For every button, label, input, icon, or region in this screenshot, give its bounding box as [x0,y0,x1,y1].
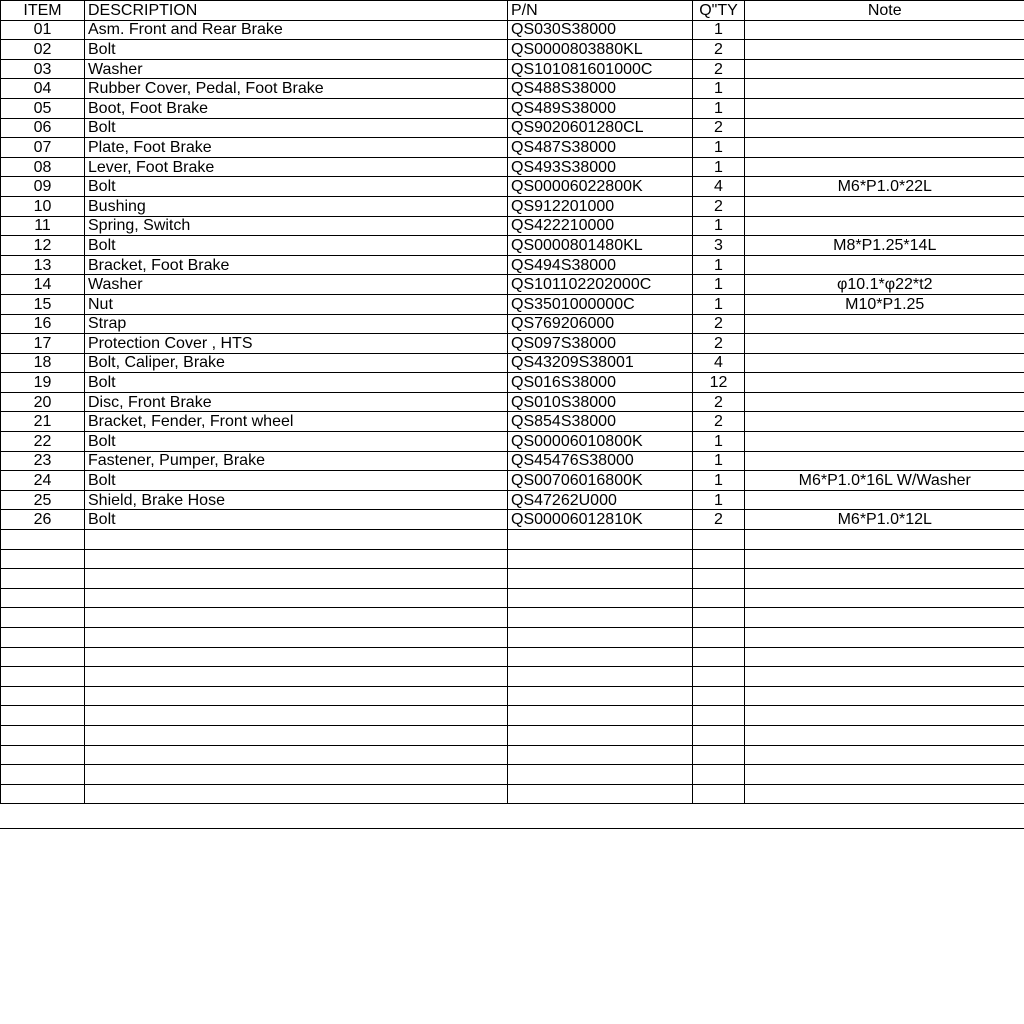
table-row [1,40,1024,60]
item-cell: 22 [1,432,85,452]
description-cell: Bolt [85,510,508,530]
note-cell [745,196,1024,216]
table-row [1,294,1024,314]
column-header-description: DESCRIPTION [85,1,508,21]
column-header-note: Note [745,1,1024,21]
empty-cell [508,569,693,589]
note-cell: M10*P1.25 [745,294,1024,314]
description-cell: Boot, Foot Brake [85,98,508,118]
table-row [1,98,1024,118]
empty-cell [1,647,85,667]
empty-cell [85,686,508,706]
quantity-cell: 1 [693,79,745,99]
empty-cell [85,608,508,628]
quantity-cell: 1 [693,216,745,236]
table-row [1,471,1024,491]
description-cell: Washer [85,59,508,79]
empty-table-row [1,530,1024,550]
quantity-cell: 1 [693,138,745,158]
description-cell: Shield, Brake Hose [85,490,508,510]
part-number-cell: QS487S38000 [508,138,693,158]
item-cell: 01 [1,20,85,40]
empty-cell [1,569,85,589]
empty-cell [508,706,693,726]
part-number-cell: QS47262U000 [508,490,693,510]
item-cell: 18 [1,353,85,373]
part-number-cell: QS422210000 [508,216,693,236]
quantity-cell: 1 [693,432,745,452]
note-cell [745,216,1024,236]
empty-table-row [1,745,1024,765]
empty-cell [85,765,508,785]
empty-cell [85,647,508,667]
table-row [1,216,1024,236]
item-cell: 04 [1,79,85,99]
empty-cell [745,530,1024,550]
table-row [1,275,1024,295]
part-number-cell: QS43209S38001 [508,353,693,373]
empty-cell [693,745,745,765]
item-cell: 08 [1,157,85,177]
part-number-cell: QS00006010800K [508,432,693,452]
description-cell: Nut [85,294,508,314]
quantity-cell: 2 [693,314,745,334]
note-cell [745,255,1024,275]
empty-cell [85,706,508,726]
description-cell: Bolt [85,236,508,256]
part-number-cell: QS488S38000 [508,79,693,99]
empty-cell [1,588,85,608]
table-row [1,432,1024,452]
table-row [1,353,1024,373]
note-cell [745,40,1024,60]
empty-cell [508,765,693,785]
part-number-cell: QS493S38000 [508,157,693,177]
note-cell [745,20,1024,40]
empty-cell [85,549,508,569]
note-cell [745,334,1024,354]
empty-cell [1,686,85,706]
quantity-cell: 3 [693,236,745,256]
note-cell [745,451,1024,471]
quantity-cell: 2 [693,118,745,138]
empty-cell [508,667,693,687]
note-cell [745,79,1024,99]
empty-table-row [1,686,1024,706]
table-row [1,177,1024,197]
note-cell [745,157,1024,177]
table-row [1,510,1024,530]
table-row [1,451,1024,471]
item-cell: 03 [1,59,85,79]
quantity-cell: 2 [693,40,745,60]
note-cell [745,373,1024,393]
part-number-cell: QS3501000000C [508,294,693,314]
column-header-qty: Q"TY [693,1,745,21]
description-cell: Lever, Foot Brake [85,157,508,177]
empty-cell [693,725,745,745]
table-row [1,236,1024,256]
empty-cell [85,588,508,608]
empty-table-row [1,628,1024,648]
empty-table-row [1,608,1024,628]
empty-cell [693,706,745,726]
empty-cell [693,784,745,804]
empty-cell [85,725,508,745]
part-number-cell: QS00706016800K [508,471,693,491]
part-number-cell: QS912201000 [508,196,693,216]
empty-cell [1,608,85,628]
quantity-cell: 1 [693,20,745,40]
description-cell: Asm. Front and Rear Brake [85,20,508,40]
part-number-cell: QS016S38000 [508,373,693,393]
table-row [1,138,1024,158]
item-cell: 09 [1,177,85,197]
quantity-cell: 2 [693,196,745,216]
description-cell: Bracket, Foot Brake [85,255,508,275]
empty-cell [1,765,85,785]
empty-cell [85,530,508,550]
description-cell: Washer [85,275,508,295]
table-row [1,412,1024,432]
empty-cell [693,549,745,569]
empty-cell [1,530,85,550]
description-cell: Bolt [85,471,508,491]
table-row [1,314,1024,334]
quantity-cell: 4 [693,177,745,197]
note-cell [745,353,1024,373]
quantity-cell: 1 [693,490,745,510]
item-cell: 06 [1,118,85,138]
description-cell: Bolt [85,432,508,452]
note-cell: φ10.1*φ22*t2 [745,275,1024,295]
note-cell [745,138,1024,158]
quantity-cell: 2 [693,59,745,79]
description-cell: Bolt [85,118,508,138]
quantity-cell: 12 [693,373,745,393]
note-cell [745,98,1024,118]
part-number-cell: QS101081601000C [508,59,693,79]
empty-cell [745,588,1024,608]
empty-cell [745,706,1024,726]
description-cell: Bracket, Fender, Front wheel [85,412,508,432]
description-cell: Strap [85,314,508,334]
empty-cell [693,647,745,667]
empty-table-row [1,667,1024,687]
description-cell: Bolt [85,373,508,393]
table-row [1,490,1024,510]
empty-cell [693,608,745,628]
table-row [1,373,1024,393]
description-cell: Bolt [85,40,508,60]
empty-table-row [1,647,1024,667]
empty-cell [693,628,745,648]
empty-cell [508,549,693,569]
note-cell: M6*P1.0*22L [745,177,1024,197]
empty-cell [508,784,693,804]
empty-cell [745,628,1024,648]
empty-cell [85,784,508,804]
empty-table-row [1,765,1024,785]
part-number-cell: QS45476S38000 [508,451,693,471]
empty-cell [1,549,85,569]
empty-cell [693,765,745,785]
table-body [1,20,1024,804]
empty-cell [508,725,693,745]
empty-cell [85,628,508,648]
note-cell: M6*P1.0*16L W/Washer [745,471,1024,491]
empty-cell [693,569,745,589]
quantity-cell: 1 [693,98,745,118]
note-cell [745,118,1024,138]
description-cell: Spring, Switch [85,216,508,236]
item-cell: 16 [1,314,85,334]
table-row [1,196,1024,216]
empty-table-row [1,549,1024,569]
note-cell: M8*P1.25*14L [745,236,1024,256]
quantity-cell: 1 [693,471,745,491]
empty-cell [508,628,693,648]
note-cell: M6*P1.0*12L [745,510,1024,530]
empty-cell [745,745,1024,765]
part-number-cell: QS101102202000C [508,275,693,295]
column-header-pn: P/N [508,1,693,21]
note-cell [745,412,1024,432]
empty-cell [508,608,693,628]
item-cell: 26 [1,510,85,530]
table-row [1,255,1024,275]
quantity-cell: 1 [693,275,745,295]
description-cell: Bolt [85,177,508,197]
empty-cell [508,745,693,765]
quantity-cell: 2 [693,392,745,412]
part-number-cell: QS854S38000 [508,412,693,432]
quantity-cell: 1 [693,255,745,275]
item-cell: 24 [1,471,85,491]
empty-cell [1,745,85,765]
table-row [1,59,1024,79]
part-number-cell: QS097S38000 [508,334,693,354]
part-number-cell: QS010S38000 [508,392,693,412]
part-number-cell: QS489S38000 [508,98,693,118]
empty-cell [693,667,745,687]
empty-cell [745,725,1024,745]
empty-cell [508,588,693,608]
empty-cell [745,647,1024,667]
part-number-cell: QS00006012810K [508,510,693,530]
note-cell [745,314,1024,334]
table-row [1,20,1024,40]
empty-table-row [1,784,1024,804]
table-row [1,79,1024,99]
note-cell [745,432,1024,452]
empty-cell [745,608,1024,628]
item-cell: 17 [1,334,85,354]
table-row [1,392,1024,412]
quantity-cell: 4 [693,353,745,373]
item-cell: 12 [1,236,85,256]
bottom-divider-line [0,828,1024,829]
empty-cell [1,706,85,726]
part-number-cell: QS0000803880KL [508,40,693,60]
empty-cell [85,745,508,765]
item-cell: 13 [1,255,85,275]
column-header-item: ITEM [1,1,85,21]
item-cell: 20 [1,392,85,412]
part-number-cell: QS0000801480KL [508,236,693,256]
note-cell [745,392,1024,412]
empty-cell [745,765,1024,785]
quantity-cell: 2 [693,334,745,354]
table-row [1,157,1024,177]
description-cell: Plate, Foot Brake [85,138,508,158]
empty-cell [85,569,508,589]
empty-cell [745,784,1024,804]
part-number-cell: QS00006022800K [508,177,693,197]
empty-cell [85,667,508,687]
empty-table-row [1,569,1024,589]
empty-cell [693,686,745,706]
empty-table-row [1,706,1024,726]
item-cell: 23 [1,451,85,471]
empty-cell [1,667,85,687]
empty-cell [1,628,85,648]
item-cell: 10 [1,196,85,216]
item-cell: 25 [1,490,85,510]
description-cell: Fastener, Pumper, Brake [85,451,508,471]
empty-cell [1,725,85,745]
empty-cell [745,549,1024,569]
note-cell [745,490,1024,510]
item-cell: 15 [1,294,85,314]
empty-table-row [1,725,1024,745]
quantity-cell: 1 [693,451,745,471]
item-cell: 02 [1,40,85,60]
item-cell: 21 [1,412,85,432]
part-number-cell: QS9020601280CL [508,118,693,138]
empty-cell [693,530,745,550]
item-cell: 19 [1,373,85,393]
part-number-cell: QS030S38000 [508,20,693,40]
empty-cell [1,784,85,804]
quantity-cell: 2 [693,412,745,432]
item-cell: 05 [1,98,85,118]
description-cell: Disc, Front Brake [85,392,508,412]
item-cell: 11 [1,216,85,236]
description-cell: Rubber Cover, Pedal, Foot Brake [85,79,508,99]
empty-table-row [1,588,1024,608]
empty-cell [745,569,1024,589]
quantity-cell: 1 [693,157,745,177]
quantity-cell: 2 [693,510,745,530]
item-cell: 14 [1,275,85,295]
empty-cell [508,686,693,706]
quantity-cell: 1 [693,294,745,314]
table-row [1,118,1024,138]
table-row [1,334,1024,354]
description-cell: Protection Cover , HTS [85,334,508,354]
description-cell: Bolt, Caliper, Brake [85,353,508,373]
empty-cell [745,686,1024,706]
description-cell: Bushing [85,196,508,216]
empty-cell [508,647,693,667]
header-row [1,1,1024,21]
empty-cell [508,530,693,550]
part-number-cell: QS494S38000 [508,255,693,275]
empty-cell [745,667,1024,687]
empty-cell [693,588,745,608]
item-cell: 07 [1,138,85,158]
part-number-cell: QS769206000 [508,314,693,334]
note-cell [745,59,1024,79]
